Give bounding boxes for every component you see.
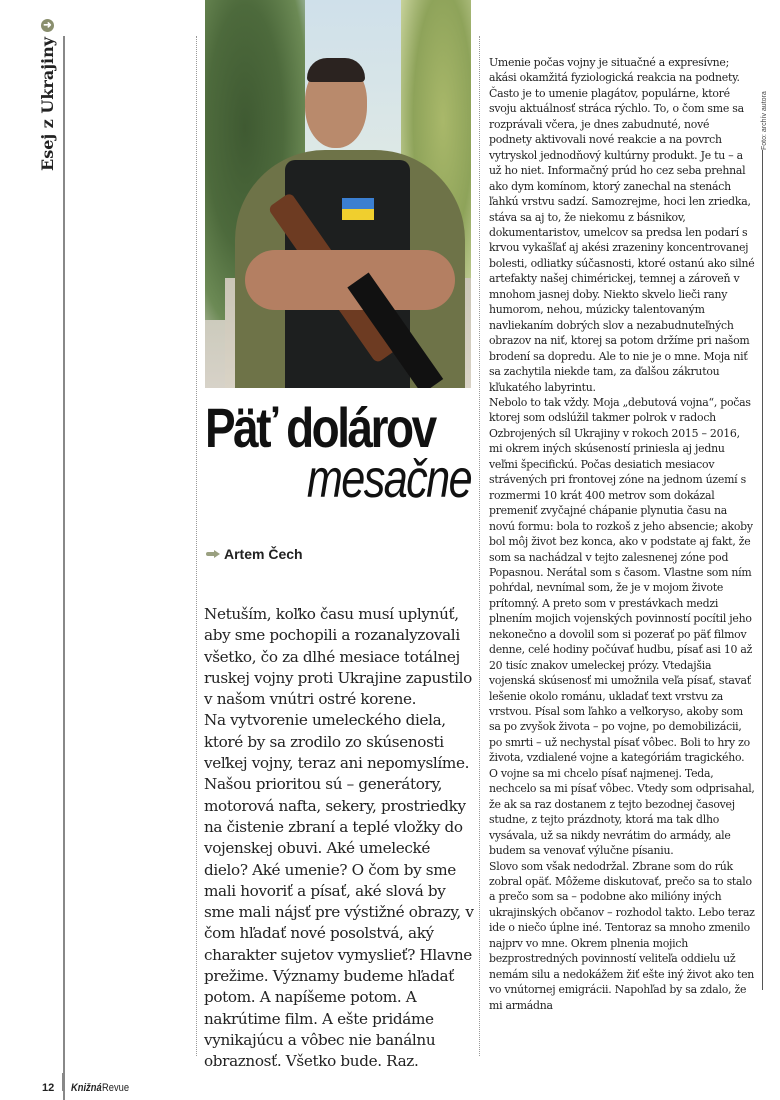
footer-separator (62, 1073, 63, 1091)
pen-icon (206, 550, 220, 558)
left-vertical-rule (63, 36, 65, 1100)
page-number: 12 (42, 1082, 55, 1094)
arrow-circle-icon: ➜ (41, 19, 54, 32)
lead-paragraph: Na vytvorenie umeleckého diela, ktoré by sa zrodilo zo skúsenosti veľkej vojny, teraz ani nepomyslíme. Našou prioritou sú – generátory, motorová nafta, sekery, prostriedky na čistenie zbraní a teplé vložky do vojenskej obuvi. Aké umelecké dielo? Aké umenie? O čom by sme mali hovoriť a písať, aké slová by sme mali nájsť pre výstižné obrazy, v čom hľadať nové posolstvá, aký charakter sujetov vymyslieť? Hlavne prežime. Významy budeme hľadať potom. A napíšeme potom. A nakrútime film. A ešte pridáme vynikajúcu a vôbec nie banálnu obraznosť. Všetko bude. Raz. (204, 711, 474, 1071)
body-paragraph: Slovo som však nedodržal. Zbrane som do rúk zobral opäť. Môžeme diskutovať, prečo sa to stalo a prečo som sa – podobne ako milióny iných ukrajinských občanov – rozhodol takto. Lebo teraz ide o niečo úplne iné. Tentoraz sa mnoho zmenilo najprv vo mne. Okrem plnenia mojich bezprostredných povinností veliteľa oddielu už nemám silu a nedokážem žiť ešte iný život ako ten vo vnútornej emigrácii. Napohľad by sa zdalo, že mi armádna (489, 859, 755, 1012)
author-name: Artem Čech (224, 546, 303, 562)
byline (206, 546, 303, 562)
photo-credit (761, 40, 773, 150)
lead-paragraph: Netuším, koľko času musí uplynúť, aby sme pochopili a rozanalyzovali všetko, čo za dlhé mesiace totálnej ruskej vojny proti Ukrajine zapustilo v našom vnútri ostré korene. (204, 605, 472, 709)
photo-hair (307, 58, 365, 82)
lead-text (204, 604, 476, 1073)
body-paragraph: Umenie počas vojny je situačné a expresívne; akási okamžitá fyziologická reakcia na podnety. Často je to umenie plagátov, populárne, ktoré svoju aktuálnosť stráca rýchlo. To, o čom sme sa rozprávali včera, je dnes zabudnuté, nové podnety aktivovali nové reakcie a na povrch vytryskol jednodňový kultúrny produkt. Je tu – a už ho niet. Informačný prúd ho cez seba prehnal ako dym komínom, ktorý zanechal na stenách ľahkú vrstvu sadzí. Samozrejme, hoci len zriedka, stáva sa aj to, že niekomu z básnikov, dokumentaristov, umelcov sa predsa len podarí s krvou vykašľať aj akési zrazeniny koncentrovanej bolesti, odliatky súčasnosti, ktoré ostanú ako silné artefakty našej chimérickej, temnej a zároveň v mnohom jasnej doby. Niekto skvelo lieči rany humorom, nehou, múzicky talentovaným navliekaním dobrých slov a nezabudnuteľných obrazov na niť, ktorej sa potom držíme pri našom brodení sa dopredu. Ale to nie je o mne. Moja niť sa zachytila niekde tam, za ďalšou zákrutou kľukatého labyrintu. (489, 56, 755, 394)
author-photo (205, 0, 471, 388)
brand-name-regular: Revue (102, 1082, 130, 1094)
article-headline (205, 396, 471, 509)
headline-line-1: Päť dolárov (205, 396, 435, 459)
headline-line-2: mesačne (306, 449, 471, 509)
right-vertical-rule (762, 150, 763, 990)
dotted-divider-left (196, 36, 197, 1056)
ukraine-flag-patch (342, 198, 374, 220)
photo-credit-text: Foto: archív autora (761, 91, 768, 150)
section-title: Esej z Ukrajiny (38, 36, 57, 171)
brand-name-bold: Knižná (71, 1082, 102, 1094)
page-footer (42, 1082, 134, 1094)
body-paragraph: Nebolo to tak vždy. Moja „debutová vojna“, počas ktorej som odslúžil takmer polrok v radoch Ozbrojených síl Ukrajiny v rokoch 2015 – 2016, mi okrem iných skúseností priniesla aj jednu veľmi špecifickú. Počas desiatich mesiacov strávených pri frontovej zóne na jednom území s rozmermi 10 krát 400 metrov som dokázal premeniť zvyčajné chápanie plynutia času na novú formu: bola to rozkoš z jeho absencie; akoby bol môj život bez konca, ako v podstate aj fakt, že som sa nachádzal v tejto zalesnenej zóne pod Popasnou. Nerátal som s časom. Vlastne som ním pohŕdal, nevnímal som, že je v mojom živote prítomný. A preto som v prestávkach medzi plnením mojich vojenských povinností pocítil jeho nekonečno a dovolil som si pozerať po päť filmov denne, celé hodiny počúvať hudbu, písať asi 10 až 20 tisíc znakov umeleckej prózy. Vtedajšia vojenská skúsenosť mi umožnila veľa písať, stavať lešenie okolo románu, ukladať text vrstvu za vrstvou. Písal som ľahko a veľkoryso, akoby som sa po zvyšok života – po vojne, po demobilizácii, po smrti – už nechystal písať vôbec. Boli to hry zo života, vzdialené vojne a kategóriám tragického. O vojne sa mi chcelo písať najmenej. Teda, nechcelo sa mi písať vôbec. Vtedy som odprisahal, že ak sa raz dostanem z tejto bezodnej časovej studne, z tejto prázdnoty, ktorá ma tak dlho vysávala, už sa nikdy nevrátim do armády, ale budem sa venovať výlučne písaniu. (489, 395, 755, 858)
body-column (489, 55, 755, 1013)
photo-arms (245, 250, 455, 310)
section-label (38, 19, 60, 171)
dotted-divider-middle (479, 36, 480, 1056)
